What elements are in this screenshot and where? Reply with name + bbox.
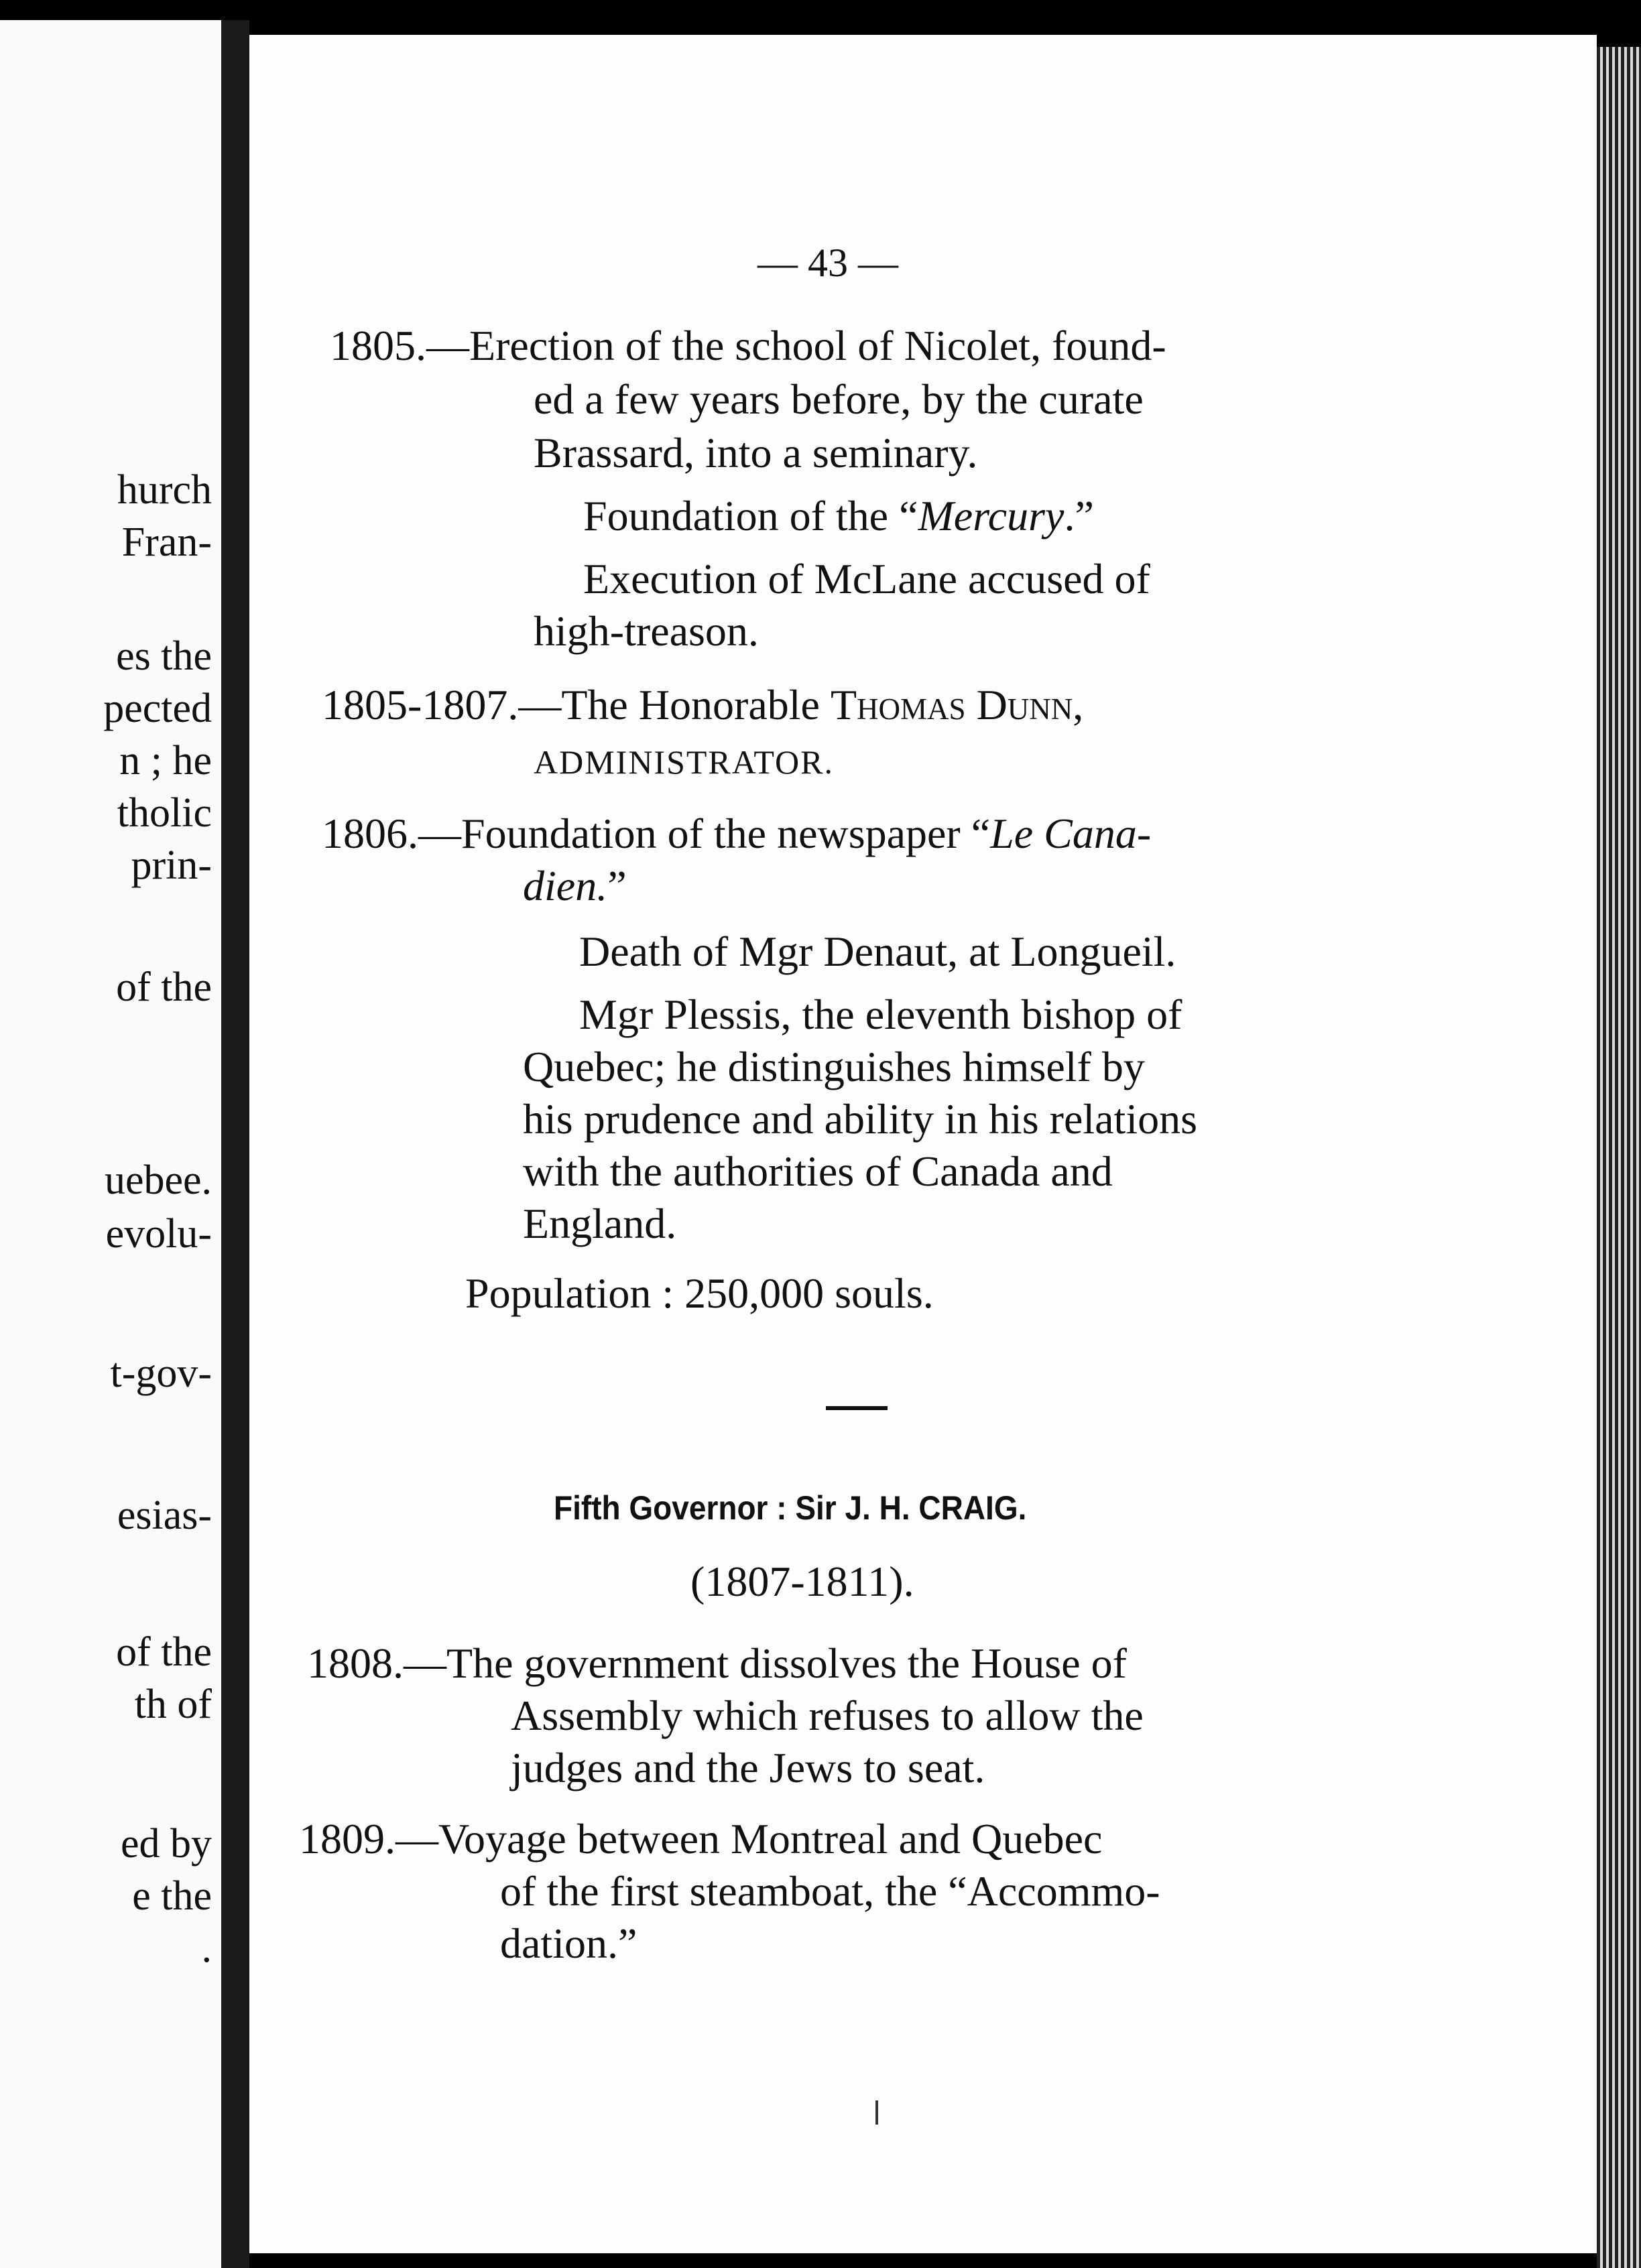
book-gutter [221,20,249,2268]
left-page-edge [0,20,221,2268]
left-fragment: ed by [120,1821,212,1867]
entry-1805-line-3: Brassard, into a seminary. [534,429,978,477]
administrator-title: ADMINISTRATOR. [534,743,834,781]
entry-1808-line-3: judges and the Jews to seat. [511,1744,985,1791]
entry-1809-line-3: dation.” [500,1919,637,1967]
entry-text: ed a few years before, by the curate [534,375,1144,423]
left-fragment: uebee. [104,1157,212,1203]
left-fragment: tholic [117,790,212,836]
left-fragment: Fran- [121,519,212,565]
entry-1809-line-1: 1809.—Voyage between Montreal and Quebec [299,1815,1103,1863]
left-fragment: hurch [117,467,212,513]
left-fragment: of the [116,1629,212,1675]
governor-heading: Fifth Governor : Sir J. H. CRAIG. [554,1489,1027,1527]
mclane-line-2: high-treason. [534,607,759,655]
left-fragment: th of [134,1682,212,1727]
entry-1806-line-2 [523,862,627,909]
newspaper-name-end: dien. [523,862,608,909]
entry-1806-line-1 [322,812,1381,855]
entry-1808-line-1: 1808.—The government dissolves the House of [307,1639,1127,1687]
plessis-line-4: with the authorities of Canada and [523,1147,1113,1195]
left-fragment: . [201,1926,212,1971]
left-fragment: e the [132,1873,212,1919]
entry-text: 1805-1807.—The Honorable [322,681,831,729]
mercury-text: Foundation of the “ [583,492,918,540]
left-fragment: pected [103,686,212,731]
page-number: — 43 — [757,241,898,285]
left-fragment: prin- [131,842,212,888]
page-edges [1597,47,1641,2268]
left-fragment: t-gov- [110,1350,212,1396]
left-fragment: of the [116,964,212,1010]
left-fragment: n ; he [119,738,212,783]
entry-1805-line-1 [330,324,1386,367]
entry-text: 1806.—Foundation of the newspaper “ [322,810,991,857]
left-fragment: evolu- [105,1211,212,1257]
section-divider [826,1406,888,1410]
left-fragment: es the [116,633,212,679]
administrator-name: Thomas Dunn, [830,681,1084,729]
mercury-name: Mercury [918,492,1065,540]
quote-close: ” [607,862,627,909]
entry-text: 1805.—Erection of the school of Nicolet, found- [330,322,1166,369]
mercury-line [583,492,1094,540]
mclane-line-1: Execution of McLane accused of [583,555,1150,603]
population-line: Population : 250,000 souls. [465,1269,934,1317]
plessis-line-3: his prudence and ability in his relations [523,1095,1197,1143]
entry-1808-line-2: Assembly which refuses to allow the [511,1692,1144,1739]
plessis-line-2: Quebec; he distinguishes himself by [523,1043,1145,1090]
newspaper-name: Le Cana- [990,810,1152,857]
printer-mark [875,2100,878,2125]
entry-1809-line-2: of the first steamboat, the “Accommo- [500,1867,1160,1915]
entry-1805-1807-line-1 [322,681,1381,729]
denaut-line: Death of Mgr Denaut, at Longueil. [579,928,1176,975]
entry-1805-line-2 [534,375,1386,423]
left-fragment: esias- [117,1493,212,1538]
mercury-quote-close: .” [1064,492,1094,540]
plessis-line-5: England. [523,1200,677,1247]
plessis-line-1: Mgr Plessis, the eleventh bishop of [579,991,1182,1038]
governor-years: (1807-1811). [690,1558,914,1605]
